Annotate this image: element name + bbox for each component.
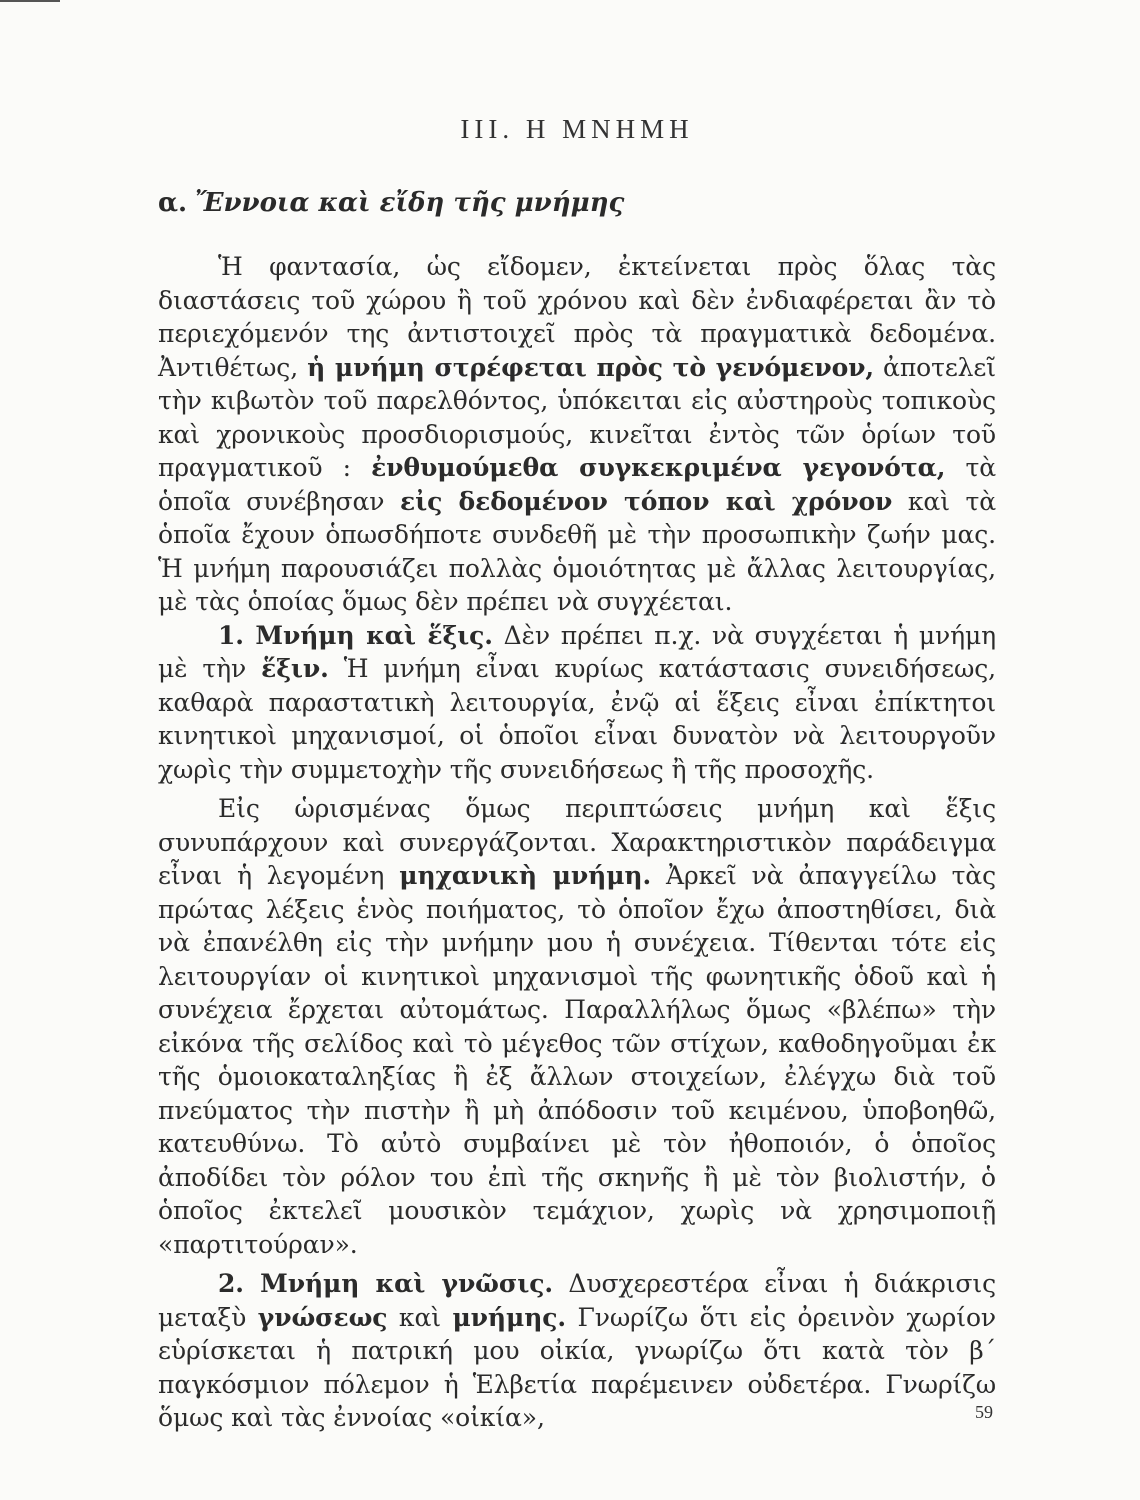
text-run: καὶ τὰ ὁποῖα ἔχουν ὁπωσδήποτε συνδεθῆ μὲ τὴν προσωπικὴν ζωήν μας. Ἡ μνήμη παρουσιάζει πολλὰς ὁμοιότητας μὲ ἄλλας λειτουργίας, μὲ τὰς ὁποίας ὅμως δὲν πρέπει νὰ συγχέεται. [158, 486, 996, 616]
page-number: 59 [975, 1402, 993, 1422]
chapter-title: III. Η ΜΝΗΜΗ [460, 114, 694, 144]
paragraph-memory-definition [158, 250, 996, 619]
section-title: Ἔννοια καὶ εἴδη τῆς μνήμης [195, 188, 625, 218]
bold-term: ἐνθυμούμεθα συγκεκριμένα γεγονότα, [371, 453, 946, 482]
bold-term: ἕξιν. [261, 654, 329, 683]
scan-edge-mark [0, 0, 60, 2]
text-run: ἀποτελεῖ τὴν κιβωτὸν τοῦ παρελθόντος, ὑπόκειται εἰς αὐστηροὺς τοπικοὺς καὶ χρονικοὺς προσδιορισμούς, κινεῖται ἐντὸς τῶν ὁρίων τοῦ πραγματικοῦ : [158, 352, 996, 482]
body-text [158, 250, 996, 1435]
text-run: Εἰς ὡρισμένας ὅμως περιπτώσεις μνήμη καὶ ἕξις συνυπάρχουν καὶ συνεργάζονται. Χαρακτηριστικὸν παράδειγμα εἶναι ἡ λεγομένη [158, 794, 996, 890]
subsection-title: 2. Μνήμη καὶ γνῶσις. [218, 1269, 553, 1298]
bold-term: ἡ μνήμη στρέφεται πρὸς τὸ γενόμενον, [307, 352, 875, 382]
text-run: Δυσχερεστέρα εἶναι ἡ διάκρισις μεταξὺ [158, 1269, 996, 1332]
section-number: α. [158, 188, 188, 218]
bold-term: εἰς δεδομένον τόπον καὶ χρόνον [399, 486, 893, 516]
bold-term: μνήμης. [452, 1302, 566, 1332]
text-run: Γνωρίζω ὅτι εἰς ὀρεινὸν χωρίον εὑρίσκεται ἡ πατρική μου οἰκία, γνωρίζω ὅτι κατὰ τὸν β΄ παγκόσμιον πόλεμον ἡ Ἑλβετία παρέμεινεν οὐδετέρα. Γνωρίζω ὅμως καὶ τὰς ἐννοίας «οἰκία», [158, 1302, 996, 1432]
paragraph-memory-habit [158, 619, 996, 787]
bold-term: γνώσεως [257, 1302, 388, 1332]
subsection-title: 1. Μνήμη καὶ ἕξις. [218, 620, 493, 650]
text-run: Δὲν πρέπει π.χ. νὰ συγχέεται ἡ μνήμη μὲ τὴν [158, 620, 997, 683]
text-run: Ἡ φαντασία, ὡς εἴδομεν, ἐκτείνεται πρὸς ὅλας τὰς διαστάσεις τοῦ χώρου ἢ τοῦ χρόνου καὶ δὲν ἐνδιαφέρεται ἂν τὸ περιεχόμενόν της ἀντιστοιχεῖ πρὸς τὰ πραγματικὰ δεδομένα. Ἀντιθέτως, [158, 252, 996, 382]
paragraph-mechanical-memory [158, 792, 996, 1261]
text-run: Ἡ μνήμη εἶναι κυρίως κατάστασις συνειδήσεως, καθαρὰ παραστατικὴ λειτουργία, ἐνῷ αἱ ἕξεις εἶναι ἐπίκτητοι κινητικοὶ μηχανισμοί, οἱ ὁποῖοι εἶναι δυνατὸν νὰ λειτουργοῦν χωρὶς τὴν συμμετοχὴν τῆς συνειδήσεως ἢ τῆς προσοχῆς. [158, 654, 996, 784]
text-run: Ἀρκεῖ νὰ ἀπαγγείλω τὰς πρώτας λέξεις ἑνὸς ποιήματος, τὸ ὁποῖον ἔχω ἀποστηθίσει, διὰ νὰ ἐπανέλθη εἰς τὴν μνήμην μου ἡ συνέχεια. Τίθενται τότε εἰς λειτουργίαν οἱ κινητικοὶ μηχανισμοὶ τῆς φωνητικῆς ὁδοῦ καὶ ἡ συνέχεια ἔρχεται αὐτομάτως. Παραλλήλως ὅμως «βλέπω» τὴν εἰκόνα τῆς σελίδος καὶ τὸ μέγεθος τῶν στίχων, καθοδηγοῦμαι ἐκ τῆς ὁμοιοκαταληξίας ἢ ἐξ ἄλλων στοιχείων, ἐλέγχω διὰ τοῦ πνεύματος τὴν πιστὴν ἢ μὴ ἀπόδοσιν τοῦ κειμένου, ὑποβοηθῶ, κατευθύνω. Τὸ αὐτὸ συμβαίνει μὲ τὸν ἠθοποιόν, ὁ ὁποῖος ἀποδίδει τὸν ρόλον του ἐπὶ τῆς σκηνῆς ἢ μὲ τὸν βιολιστήν, ὁ ὁποῖος ἐκτελεῖ μουσικὸν τεμάχιον, χωρὶς νὰ χρησιμοποιῇ «παρτιτούραν». [158, 861, 996, 1259]
bold-term: μηχανικὴ μνήμη. [399, 861, 652, 890]
section-heading [158, 188, 624, 218]
text-run: τὰ ὁποῖα συνέβησαν [158, 453, 996, 516]
paragraph-memory-knowledge [158, 1267, 996, 1435]
text-run: καὶ [387, 1302, 453, 1332]
